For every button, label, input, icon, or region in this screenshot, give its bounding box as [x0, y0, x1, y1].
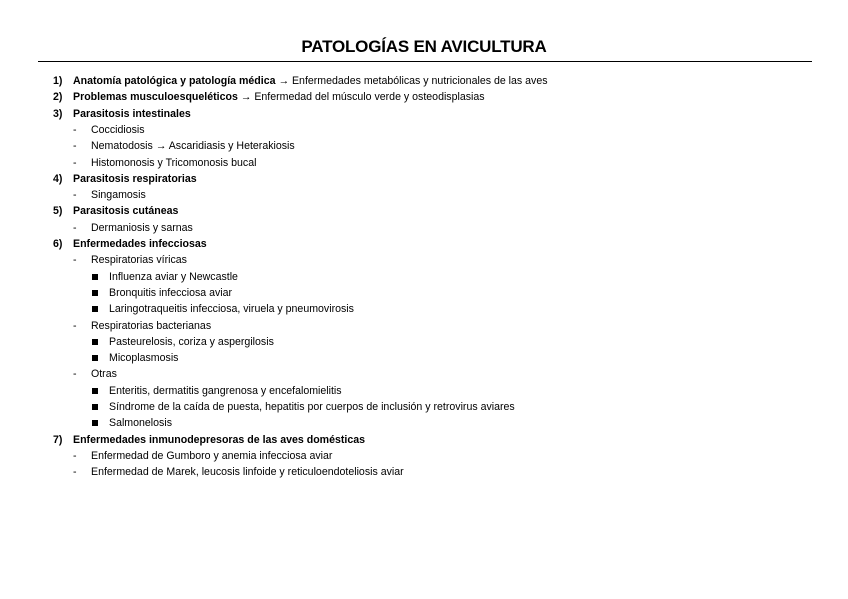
item-heading: Enfermedades infecciosas: [73, 238, 207, 250]
square-bullet-icon: [92, 404, 98, 410]
square-bullet-icon: [92, 290, 98, 296]
dash-marker: -: [73, 123, 77, 136]
bullet-item-text: Influenza aviar y Newcastle: [109, 270, 238, 283]
dash-marker: -: [73, 140, 77, 153]
bullet-item-text: Salmonelosis: [109, 417, 173, 430]
dash-marker: -: [73, 221, 77, 234]
sub-item-text: Enfermedad de Gumboro y anemia infecciosa aviar: [91, 449, 333, 462]
dash-marker: -: [73, 156, 77, 169]
dash-marker: -: [73, 254, 77, 267]
sub-item-text: Nematodosis → Ascaridiasis y Heterakiosis: [91, 140, 295, 153]
dash-marker: -: [73, 319, 77, 332]
square-bullet-icon: [92, 355, 98, 361]
item-heading: Parasitosis intestinales: [73, 107, 191, 120]
square-bullet-icon: [92, 420, 98, 426]
dash-marker: -: [73, 466, 77, 479]
item-number: 3): [53, 107, 63, 120]
dash-marker: -: [73, 189, 77, 202]
sub-item-text: Histomonosis y Tricomonosis bucal: [91, 156, 257, 169]
square-bullet-icon: [92, 306, 98, 312]
sub-item-text: Coccidiosis: [91, 123, 145, 136]
item-text: [73, 236, 207, 252]
sub-item-text: Respiratorias víricas: [91, 254, 187, 267]
bullet-item-text: Laringotraqueitis infecciosa, viruela y pneumovirosis: [109, 303, 354, 316]
sub-item-text: Dermaniosis y sarnas: [91, 221, 193, 234]
item-text: [73, 106, 191, 122]
item-heading: Parasitosis cutáneas: [73, 205, 179, 218]
item-number: 4): [53, 172, 63, 185]
sub-item-text: Otras: [91, 368, 117, 381]
item-heading: Problemas musculoesqueléticos: [73, 91, 238, 104]
item-text: [73, 432, 365, 448]
sub-item-text: Respiratorias bacterianas: [91, 319, 212, 332]
item-heading: Parasitosis respiratorias: [73, 172, 197, 185]
bullet-item-text: Pasteurelosis, coriza y aspergilosis: [109, 335, 274, 348]
item-heading: Anatomía patológica y patología médica: [73, 75, 276, 87]
item-description: → Enfermedades metabólicas y nutricionales de las aves: [275, 75, 548, 87]
item-number: 1): [53, 75, 63, 87]
dash-marker: -: [73, 368, 77, 381]
item-number: 2): [53, 91, 63, 104]
item-number: 5): [53, 205, 63, 218]
dash-marker: -: [73, 449, 77, 462]
item-heading: Enfermedades inmunodepresoras de las aves domésticas: [73, 433, 366, 446]
item-description: → Enfermedad del músculo verde y osteodisplasias: [237, 91, 485, 104]
item-text: [73, 203, 178, 219]
sub-item-text: Singamosis: [91, 189, 146, 202]
page-title: PATOLOGÍAS EN AVICULTURA: [301, 37, 547, 56]
item-number: 6): [53, 238, 63, 250]
item-text: [73, 171, 197, 187]
item-text: [73, 89, 485, 105]
bullet-item-text: Micoplasmosis: [109, 352, 179, 365]
title-rule: [38, 61, 812, 62]
square-bullet-icon: [92, 274, 98, 280]
sub-item-text: Enfermedad de Marek, leucosis linfoide y reticuloendoteliosis aviar: [91, 466, 404, 479]
bullet-item-text: Síndrome de la caída de puesta, hepatitis por cuerpos de inclusión y retrovirus aviares: [109, 401, 515, 413]
item-number: 7): [53, 433, 63, 446]
square-bullet-icon: [92, 339, 98, 345]
bullet-item-text: Enteritis, dermatitis gangrenosa y encefalomielitis: [109, 384, 342, 397]
square-bullet-icon: [92, 388, 98, 394]
item-text: [73, 73, 548, 89]
bullet-item-text: Bronquitis infecciosa aviar: [109, 286, 233, 299]
